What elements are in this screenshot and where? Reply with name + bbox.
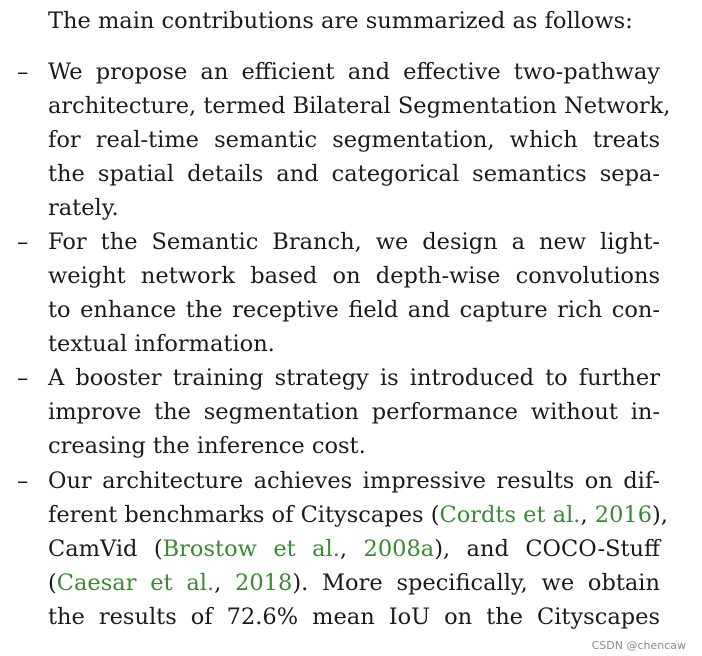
item-1-line-3: for real-time semantic segmentation, which treats <box>48 127 660 153</box>
citation-brostow-name[interactable]: Brostow et al. <box>162 536 340 562</box>
bullet-dash: – <box>17 59 29 85</box>
item-4-line-3-pre: CamVid ( <box>48 536 163 562</box>
item-4-line-2-pre: ferent benchmarks of Cityscapes ( <box>48 502 440 528</box>
item-1-line-5: rately. <box>48 195 119 221</box>
item-2-line-3: to enhance the receptive field and capture rich con- <box>48 297 660 323</box>
intro-sentence: The main contributions are summarized as follows: <box>48 8 633 34</box>
citation-cordts-year[interactable]: 2016 <box>594 502 653 528</box>
bullet-dash: – <box>17 229 29 255</box>
item-1-line-4: the spatial details and categorical semantics sepa- <box>48 161 660 187</box>
item-4-line-4-post: ). More specifically, we obtain <box>292 570 660 596</box>
item-4-line-1: Our architecture achieves impressive results on dif- <box>48 468 660 494</box>
item-4-line-5: the results of 72.6% mean IoU on the Cityscapes <box>48 604 660 630</box>
citation-cordts-sep: , <box>580 502 595 528</box>
item-2-line-4: textual information. <box>48 331 275 357</box>
item-4-line-2-post: ), <box>652 502 668 528</box>
item-3-line-2: improve the segmentation performance without in- <box>48 399 660 425</box>
item-3-line-1: A booster training strategy is introduced to further <box>48 365 660 391</box>
citation-brostow-year[interactable]: 2008a <box>363 536 435 562</box>
citation-brostow-sep: , <box>339 536 364 562</box>
item-4-line-3 <box>48 532 660 566</box>
citation-cordts-name[interactable]: Cordts et al. <box>439 502 581 528</box>
item-4-line-3-post: ), and COCO-Stuff <box>434 536 660 562</box>
item-2-line-1: For the Semantic Branch, we design a new light- <box>48 229 660 255</box>
citation-caesar-sep: , <box>214 570 236 596</box>
citation-cordts[interactable] <box>440 502 581 528</box>
citation-caesar-name[interactable]: Caesar et al. <box>56 570 215 596</box>
citation-caesar-year[interactable]: 2018 <box>235 570 293 596</box>
csdn-watermark: CSDN @chencaw <box>591 639 686 652</box>
item-1-line-2: architecture, termed Bilateral Segmentation Network, <box>48 93 671 119</box>
item-4-line-2 <box>48 498 668 532</box>
item-1-line-1: We propose an efficient and effective two-pathway <box>48 59 660 85</box>
item-3-line-3: creasing the inference cost. <box>48 433 366 459</box>
item-4-line-4-pre: ( <box>48 570 57 596</box>
item-4-line-4 <box>48 566 660 600</box>
item-2-line-2: weight network based on depth-wise convolutions <box>48 263 660 289</box>
bullet-dash: – <box>17 468 29 494</box>
bullet-dash: – <box>17 365 29 391</box>
